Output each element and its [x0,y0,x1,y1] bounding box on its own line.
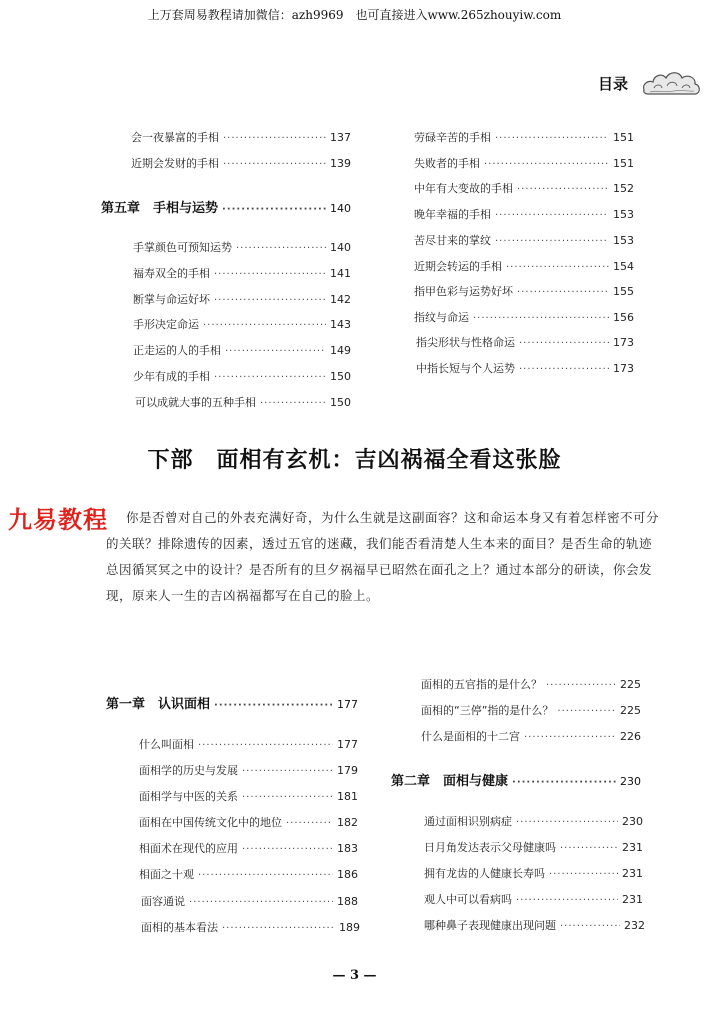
toc-entry[interactable]: 哪种鼻子表现健康出现问题 ····· 232 [424,917,645,933]
toc-entry[interactable]: 会一夜暴富的手相 ····· 137 [131,129,351,145]
toc-entry[interactable]: 苦尽甘来的掌纹 ····· 153 [414,232,634,248]
toc-header: 目录 [598,75,629,93]
toc-entry[interactable]: 什么是面相的十二宫 ····· 226 [421,728,641,744]
toc-entry[interactable]: 劳碌辛苦的手相 ····· 151 [414,129,634,145]
toc-entry[interactable]: 手形决定命运 ····· 143 [133,316,351,332]
toc-entry[interactable]: 中年有大变故的手相 ····· 152 [414,180,634,196]
toc-entry[interactable]: 面相的“三停”指的是什么？ ····· 225 [421,702,641,718]
chapter-heading[interactable]: 第五章 手相与运势 ····· 140 [101,197,351,216]
cloud-ornament-icon [640,66,702,98]
toc-entry[interactable]: 指尖形状与性格命运 ····· 173 [416,334,634,350]
toc-entry[interactable]: 什么叫面相 ····· 177 [139,736,358,752]
toc-entry[interactable]: 相面术在现代的应用 ····· 183 [139,840,358,856]
watermark-text: 上万套周易教程请加微信：azh9969 也可直接进入www.265zhouyiw.com [147,8,562,22]
toc-entry[interactable]: 面相学与中医的关系 ····· 181 [139,788,358,804]
toc-entry[interactable]: 可以成就大事的五种手相 ····· 150 [135,394,351,410]
toc-entry[interactable]: 面相的基本看法 ····· 189 [141,919,360,935]
toc-entry[interactable]: 面相学的历史与发展 ····· 179 [139,762,358,778]
part-title: 下部 面相有玄机：吉凶祸福全看这张脸 [147,447,562,473]
toc-entry[interactable]: 面容通说 ····· 188 [141,893,358,909]
toc-entry[interactable]: 指纹与命运 ····· 156 [414,309,634,325]
toc-entry[interactable]: 手掌颜色可预知运势 ····· 140 [133,239,351,255]
brand-logo-text: 九易教程 [8,506,108,534]
toc-entry[interactable]: 日月角发达表示父母健康吗 ····· 231 [424,839,643,855]
toc-entry[interactable]: 拥有龙齿的人健康长寿吗 ····· 231 [424,865,643,881]
toc-entry[interactable]: 福寿双全的手相 ····· 141 [133,265,351,281]
part-intro-paragraph: 你是否曾对自己的外表充满好奇，为什么生就是这副面容？这和命运本身又有着怎样密不可分的关联？排除遗传的因素，透过五官的迷藏，我们能否看清楚人生本来的面目？是否生命的轨迹总因循冥冥之中的设计？是否所有的旦夕祸福早已昭然在面孔之上？通过本部分的研读，你会发现，原来人一生的吉凶祸福都写在自己的脸上。 [106,510,660,603]
toc-entry[interactable]: 断掌与命运好坏 ····· 142 [133,291,351,307]
toc-entry[interactable]: 近期会发财的手相 ····· 139 [131,155,351,171]
toc-entry[interactable]: 通过面相识别病症 ····· 230 [424,813,643,829]
toc-entry[interactable]: 晚年幸福的手相 ····· 153 [414,206,634,222]
toc-entry[interactable]: 近期会转运的手相 ····· 154 [414,258,634,274]
toc-entry[interactable]: 中指长短与个人运势 ····· 173 [416,360,634,376]
page-number: — 3 — [332,968,377,983]
toc-entry[interactable]: 正走运的人的手相 ····· 149 [133,342,351,358]
toc-entry[interactable]: 面相在中国传统文化中的地位 ····· 182 [139,814,358,830]
toc-entry[interactable]: 指甲色彩与运势好坏 ····· 155 [414,283,634,299]
chapter-heading[interactable]: 第二章 面相与健康 ····· 230 [391,770,641,789]
toc-entry[interactable]: 少年有成的手相 ····· 150 [133,368,351,384]
toc-entry[interactable]: 相面之十观 ····· 186 [139,866,358,882]
toc-entry[interactable]: 面相的五官指的是什么？ ····· 225 [421,676,641,692]
toc-entry[interactable]: 失败者的手相 ····· 151 [414,155,634,171]
toc-entry[interactable]: 观人中可以看病吗 ····· 231 [424,891,643,907]
chapter-heading[interactable]: 第一章 认识面相 ····· 177 [106,693,358,712]
